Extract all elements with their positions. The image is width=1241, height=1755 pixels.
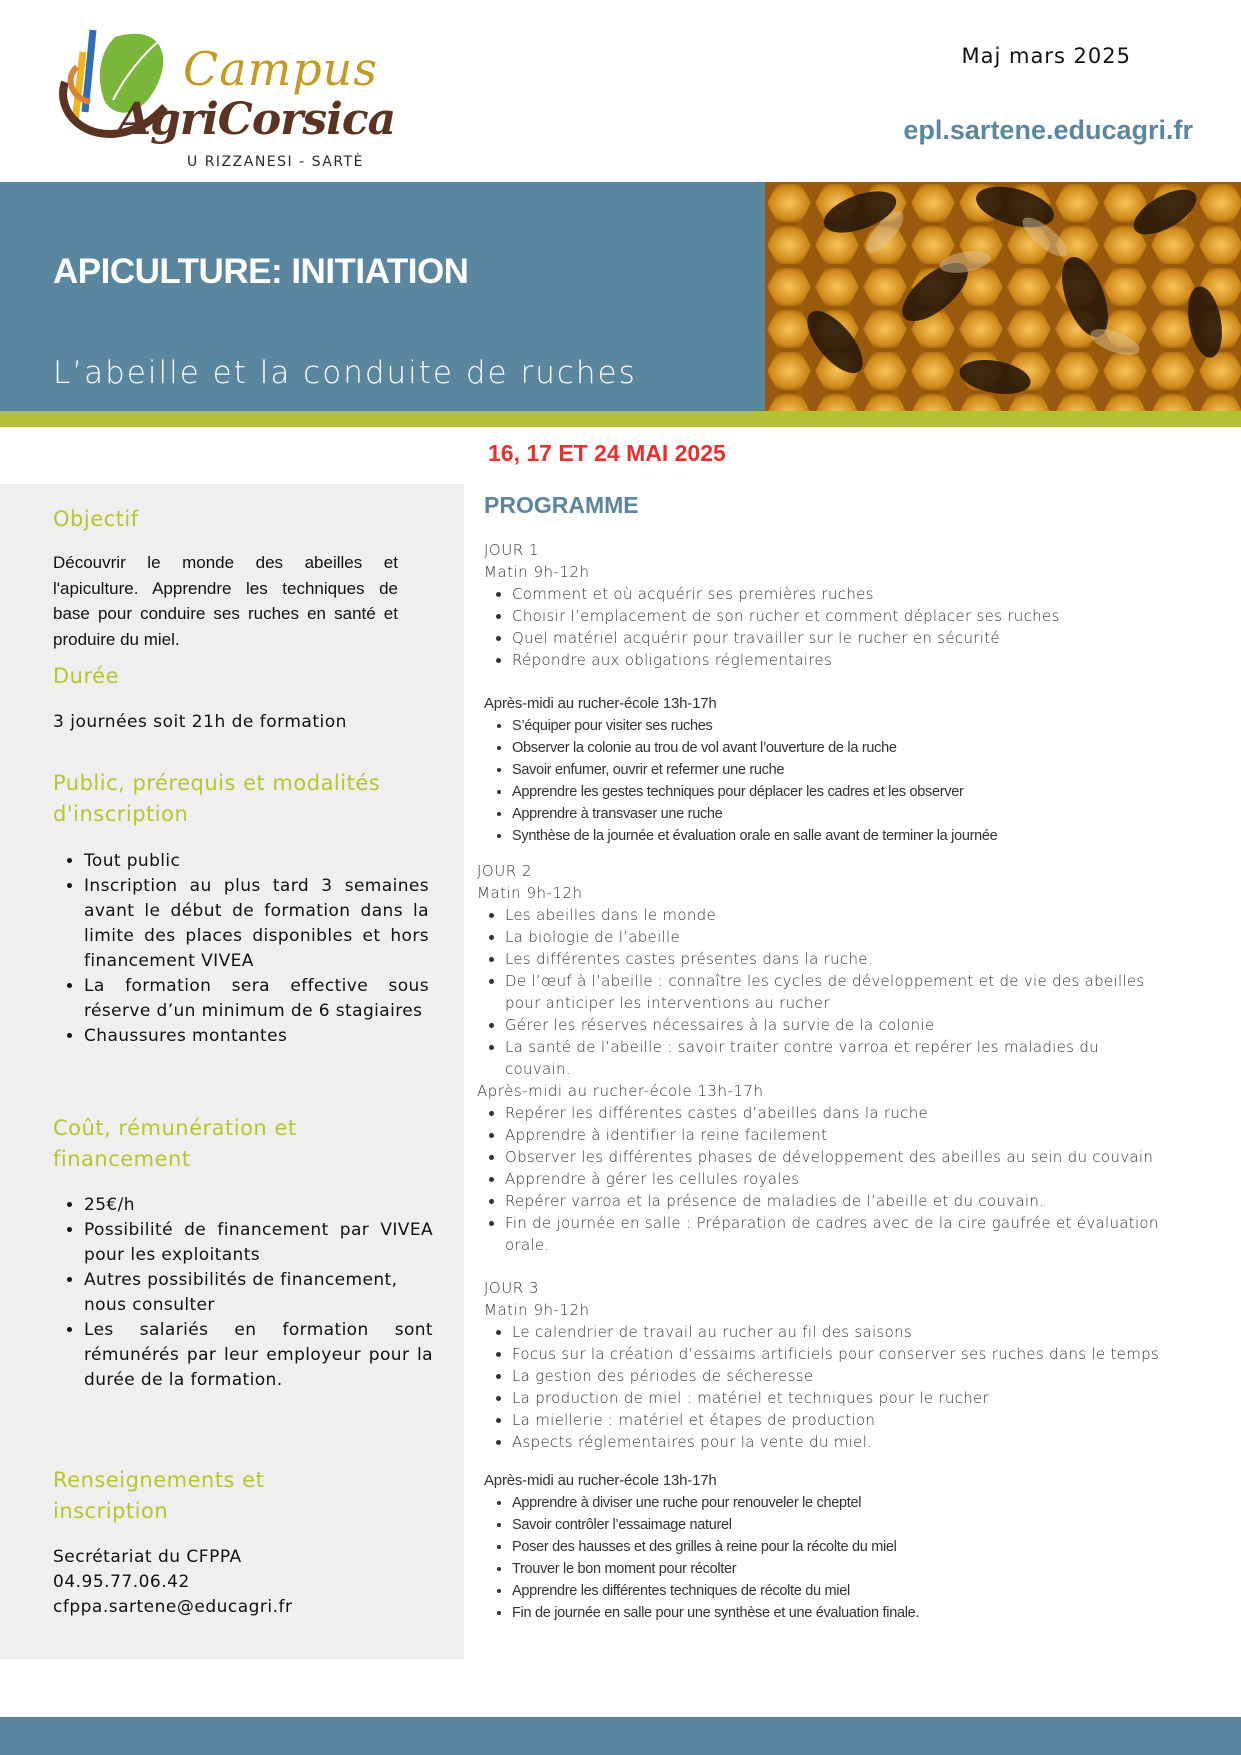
list-item: • Les abeilles dans le monde	[505, 904, 1167, 926]
jour3-block	[484, 1277, 1204, 1453]
session-label: Après-midi au rucher-école 13h-17h	[477, 1082, 764, 1100]
session-label: Après-midi au rucher-école 13h-17h	[484, 1472, 717, 1489]
list-item: • Repérer varroa et la présence de maladies de l’abeille et du couvain.	[505, 1190, 1167, 1212]
list-item: • Fin de journée en salle pour une synthèse et une évaluation finale.	[512, 1602, 1204, 1624]
session-label: Matin 9h-12h	[484, 1301, 590, 1319]
list-item: • Apprendre à identifier la reine facilement	[505, 1124, 1167, 1146]
contact-heading: Renseignements et inscription	[53, 1468, 265, 1523]
list-item: • Le calendrier de travail au rucher au fil des saisons	[512, 1321, 1204, 1343]
jour1-block	[484, 539, 1204, 671]
objectif-heading: Objectif	[53, 507, 139, 531]
logo-campus-text: Campus	[183, 42, 378, 96]
list-item: • Trouver le bon moment pour récolter	[512, 1558, 1204, 1580]
jour3-morning-list	[484, 1321, 1204, 1453]
list-item: • Observer les différentes phases de développement des abeilles au sein du couvain	[505, 1146, 1167, 1168]
programme-heading: PROGRAMME	[484, 492, 639, 518]
public-list	[53, 849, 429, 1049]
logo-agricorsica-text: AgriCorsica	[117, 94, 396, 145]
footer-bar	[0, 1717, 1241, 1755]
list-item: • La production de miel : matériel et techniques pour le rucher	[512, 1387, 1204, 1409]
list-item: • Choisir l’emplacement de son rucher et comment déplacer ses ruches	[512, 605, 1204, 627]
session-label: Matin 9h-12h	[477, 884, 583, 902]
list-item: • La formation sera effective sous réserve d’un minimum de 6 stagiaires	[84, 974, 429, 1024]
contact-email[interactable]: cfppa.sartene@educagri.fr	[53, 1597, 293, 1617]
list-item: • Savoir contrôler l’essaimage naturel	[512, 1514, 1204, 1536]
list-item: • Quel matériel acquérir pour travailler sur le rucher en sécurité	[512, 627, 1204, 649]
duree-heading: Durée	[53, 664, 119, 688]
session-dates: 16, 17 ET 24 MAI 2025	[488, 440, 726, 466]
jour2-afternoon-block	[477, 1080, 1167, 1256]
cout-heading: Coût, rémunération et financement	[53, 1116, 297, 1171]
jour2-morning-list	[477, 904, 1167, 1080]
session-label: Matin 9h-12h	[484, 563, 590, 581]
session-label: Après-midi au rucher-école 13h-17h	[484, 695, 717, 712]
duree-text: 3 journées soit 21h de formation	[53, 712, 347, 732]
list-item: • Observer la colonie au trou de vol avant l’ouverture de la ruche	[512, 737, 1204, 759]
list-item: • Les différentes castes présentes dans la ruche.	[505, 948, 1167, 970]
logo-subtitle: U RIZZANESI - SARTÈ	[187, 154, 364, 170]
list-item: • Gérer les réserves nécessaires à la survie de la colonie	[505, 1014, 1167, 1036]
contact-secretariat: Secrétariat du CFPPA	[53, 1547, 242, 1567]
list-item: • Savoir enfumer, ouvrir et refermer une ruche	[512, 759, 1204, 781]
page-title: APICULTURE: INITIATION	[53, 252, 469, 291]
list-item: • Inscription au plus tard 3 semaines avant le début de formation dans la limite des places disponibles et hors financement VIVEA	[84, 874, 429, 974]
list-item: • Comment et où acquérir ses premières ruches	[512, 583, 1204, 605]
day-label: JOUR 1	[484, 541, 539, 559]
objectif-text: Découvrir le monde des abeilles et l'apiculture. Apprendre les techniques de base pour conduire ses ruches en santé et produire du miel.	[53, 553, 398, 649]
update-date: Maj mars 2025	[961, 44, 1131, 68]
public-heading: Public, prérequis et modalités d'inscription	[53, 771, 381, 826]
list-item: • Apprendre à diviser une ruche pour renouveler le cheptel	[512, 1492, 1204, 1514]
list-item: • S’équiper pour visiter ses ruches	[512, 715, 1204, 737]
list-item: • La miellerie : matériel et étapes de production	[512, 1409, 1204, 1431]
website-link[interactable]: epl.sartene.educagri.fr	[903, 115, 1193, 145]
accent-divider	[0, 411, 1241, 427]
list-item: • Autres possibilités de financement, nous consulter	[84, 1268, 433, 1318]
page-subtitle: L’abeille et la conduite de ruches	[53, 355, 637, 391]
list-item: • La gestion des périodes de sécheresse	[512, 1365, 1204, 1387]
list-item: • Synthèse de la journée et évaluation orale en salle avant de terminer la journée	[512, 825, 1204, 847]
list-item: • Apprendre les différentes techniques de récolte du miel	[512, 1580, 1204, 1602]
jour1-morning-list	[484, 583, 1204, 671]
cout-list	[53, 1193, 433, 1393]
jour3-afternoon-list	[484, 1492, 1204, 1624]
contact-phone[interactable]: 04.95.77.06.42	[53, 1572, 190, 1592]
jour3-afternoon-block	[484, 1470, 1204, 1624]
jour2-block	[477, 860, 1167, 1080]
jour2-afternoon-list	[477, 1102, 1167, 1256]
list-item: • Poser des hausses et des grilles à reine pour la récolte du miel	[512, 1536, 1204, 1558]
list-item: • Les salariés en formation sont rémunérés par leur employeur pour la durée de la formation.	[84, 1318, 433, 1393]
list-item: • Fin de journée en salle : Préparation de cadres avec de la cire gaufrée et évaluation orale.	[505, 1212, 1167, 1256]
list-item: • La santé de l’abeille : savoir traiter contre varroa et repérer les maladies du couvain.	[505, 1036, 1167, 1080]
list-item: • Repérer les différentes castes d’abeilles dans la ruche	[505, 1102, 1167, 1124]
list-item: • 25€/h	[84, 1193, 433, 1218]
jour1-afternoon-block	[484, 693, 1204, 847]
list-item: • Focus sur la création d’essaims artificiels pour conserver ses ruches dans le temps	[512, 1343, 1204, 1365]
day-label: JOUR 2	[477, 862, 532, 880]
bees-honeycomb-image	[765, 182, 1241, 411]
list-item: • De l’œuf à l’abeille : connaître les cycles de développement et de vie des abeilles pour anticiper les interventions au rucher	[505, 970, 1167, 1014]
list-item: • Apprendre à transvaser une ruche	[512, 803, 1204, 825]
campus-logo	[55, 22, 396, 172]
list-item: • Chaussures montantes	[84, 1024, 429, 1049]
list-item: • Possibilité de financement par VIVEA pour les exploitants	[84, 1218, 433, 1268]
day-label: JOUR 3	[484, 1279, 539, 1297]
jour1-afternoon-list	[484, 715, 1204, 847]
list-item: • Apprendre les gestes techniques pour déplacer les cadres et les observer	[512, 781, 1204, 803]
list-item: • La biologie de l’abeille	[505, 926, 1167, 948]
list-item: • Apprendre à gérer les cellules royales	[505, 1168, 1167, 1190]
list-item: • Tout public	[84, 849, 429, 874]
list-item: • Aspects réglementaires pour la vente du miel.	[512, 1431, 1204, 1453]
list-item: • Répondre aux obligations réglementaires	[512, 649, 1204, 671]
